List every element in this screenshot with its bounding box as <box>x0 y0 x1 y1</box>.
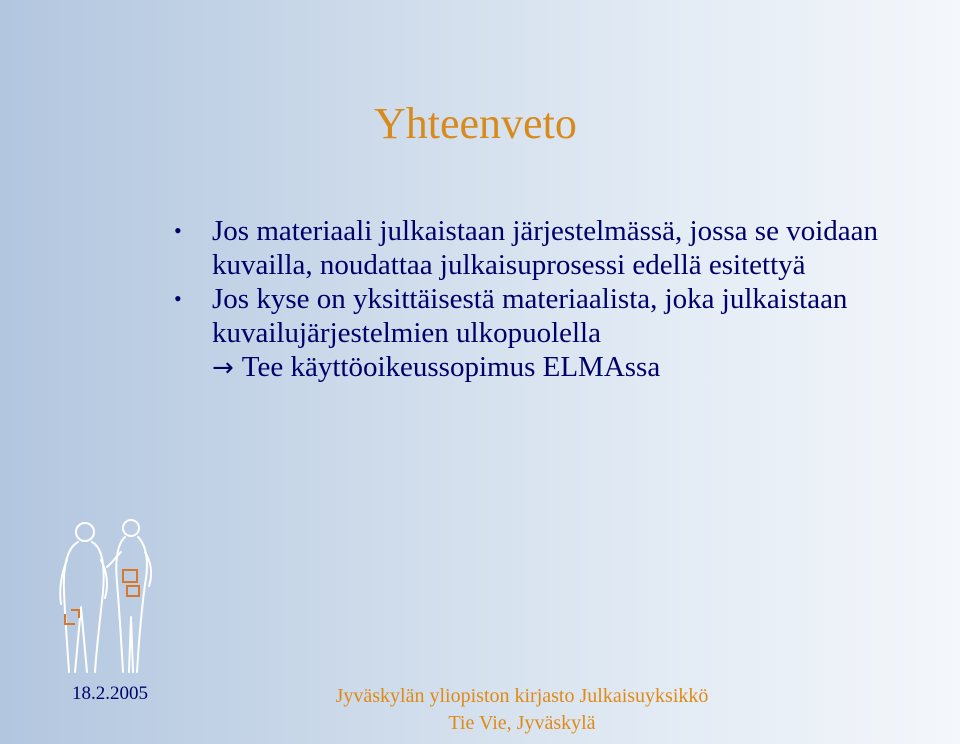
people-illustration-icon <box>45 512 170 682</box>
bullet-arrow-text: Tee käyttöoikeussopimus ELMAssa <box>241 351 661 383</box>
bullet-dot-icon: • <box>174 286 182 311</box>
footer-org-line2: Tie Vie, Jyväskylä <box>448 712 596 734</box>
arrow-right-icon: → <box>212 353 234 383</box>
slide-title: Yhteenveto <box>374 99 577 148</box>
bullet-item-1 <box>172 214 932 282</box>
bullet-list <box>172 214 932 385</box>
footer-date: 18.2.2005 <box>72 683 148 704</box>
footer-organization <box>292 683 752 737</box>
footer-org-line1: Jyväskylän yliopiston kirjasto Julkaisuyksikkö <box>335 685 709 707</box>
bullet-dot-icon: • <box>174 218 182 243</box>
bullet-text-1: Jos materiaali julkaistaan järjestelmässä, jossa se voidaan kuvailla, noudattaa julkaisuprosessi edellä esitettyä <box>212 215 878 281</box>
bullet-item-2 <box>172 282 932 385</box>
bullet-text-2: Jos kyse on yksittäisestä materiaalista, joka julkaistaan kuvailujärjestelmien ulkopuolella <box>212 283 848 349</box>
